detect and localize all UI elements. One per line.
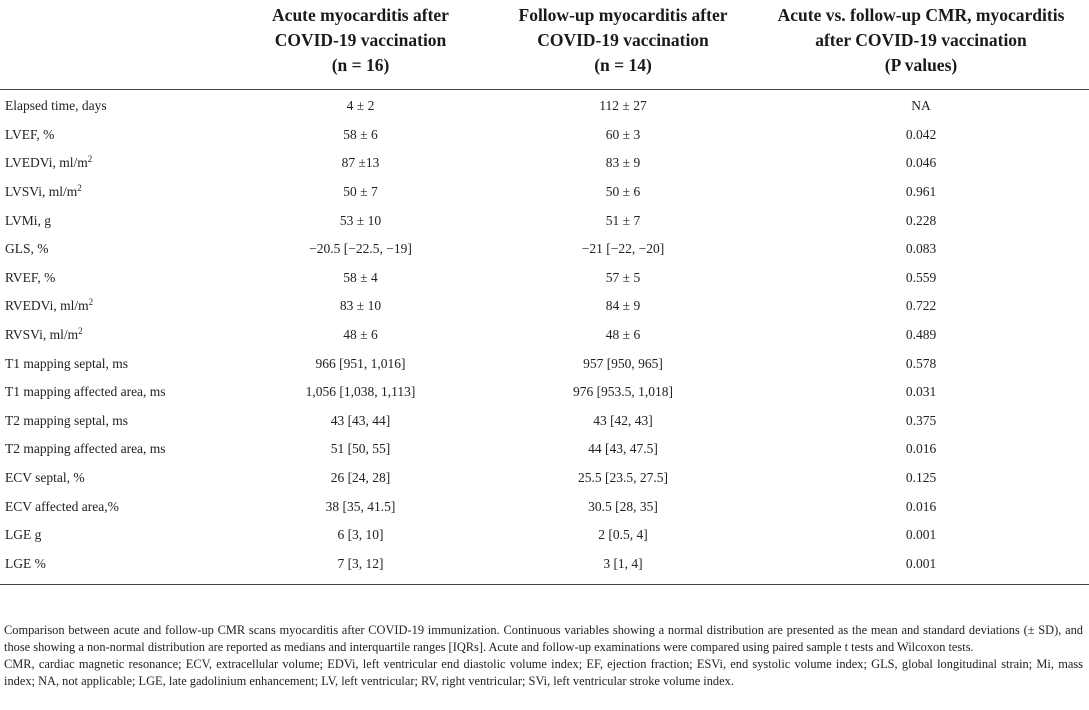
acute-value <box>228 264 493 293</box>
p-value-text: 0.722 <box>905 298 937 314</box>
p-value <box>753 378 1089 407</box>
table-row <box>0 550 1089 585</box>
followup-value-text: 60 ± 3 <box>605 126 641 142</box>
p-value-text: 0.016 <box>905 441 937 457</box>
row-label <box>0 407 228 436</box>
table-row <box>0 149 1089 178</box>
row-label <box>0 178 228 207</box>
p-value <box>753 492 1089 521</box>
p-value <box>753 90 1089 121</box>
p-value-text: 0.559 <box>905 269 937 285</box>
row-label-text: T2 mapping affected area, ms <box>5 441 166 457</box>
table-row <box>0 464 1089 493</box>
row-label <box>0 378 228 407</box>
followup-value-text: 2 [0.5, 4] <box>598 527 648 543</box>
followup-value <box>493 235 753 264</box>
acute-value <box>228 435 493 464</box>
p-value <box>753 206 1089 235</box>
followup-value <box>493 121 753 150</box>
row-label <box>0 149 228 178</box>
followup-value <box>493 464 753 493</box>
followup-value-text: 51 ± 7 <box>605 212 641 228</box>
row-label <box>0 349 228 378</box>
row-label <box>0 264 228 293</box>
row-label-text: LGE % <box>5 555 46 571</box>
followup-value-text: 84 ± 9 <box>605 298 641 314</box>
acute-value-text: 58 ± 4 <box>343 269 378 285</box>
row-label <box>0 321 228 350</box>
acute-value <box>228 349 493 378</box>
p-value <box>753 121 1089 150</box>
p-value-text: 0.489 <box>905 327 937 343</box>
followup-value <box>493 292 753 321</box>
unit-superscript: 2 <box>78 326 83 337</box>
row-label-text: T1 mapping septal, ms <box>5 355 128 371</box>
row-label-text: LGE g <box>5 527 42 543</box>
p-value <box>753 149 1089 178</box>
p-value-text: 0.961 <box>905 184 937 200</box>
followup-value-text: 3 [1, 4] <box>603 555 643 571</box>
followup-value <box>493 492 753 521</box>
table-row <box>0 321 1089 350</box>
p-value-text: NA <box>911 98 931 114</box>
followup-value <box>493 178 753 207</box>
footnote-abbreviations: CMR, cardiac magnetic resonance; ECV, extracellular volume; EDVi, left ventricular end diastolic volume index; EF, ejection fraction; ESVi, end systolic volume index; GLS, global longitudinal strain; Mi, mass index; NA, not applicable; LGE, late gadolinium enhancement; LV, left ventricular; RV, right ventricular; SVi, left ventricular stroke volume index. <box>4 657 1083 688</box>
p-value <box>753 349 1089 378</box>
table-row <box>0 492 1089 521</box>
header-acute <box>228 0 493 90</box>
followup-value-text: 83 ± 9 <box>605 155 641 171</box>
acute-value <box>228 378 493 407</box>
p-value <box>753 235 1089 264</box>
p-value <box>753 292 1089 321</box>
unit-superscript: 2 <box>77 183 82 194</box>
row-label <box>0 206 228 235</box>
table-row <box>0 521 1089 550</box>
row-label-text: RVSVi, ml/m <box>5 327 79 343</box>
header-pvalues-line2: after COVID-19 vaccination <box>815 30 1027 50</box>
followup-value-text: 44 [43, 47.5] <box>588 441 658 457</box>
acute-value-text: 26 [24, 28] <box>330 470 391 486</box>
header-acute-line2: COVID-19 vaccination <box>274 30 447 50</box>
followup-value-text: −21 [−22, −20] <box>581 241 665 257</box>
acute-value <box>228 121 493 150</box>
acute-value <box>228 149 493 178</box>
table-row <box>0 378 1089 407</box>
followup-value-text: 43 [42, 43] <box>593 412 653 428</box>
row-label-text: T1 mapping affected area, ms <box>5 384 166 400</box>
table-row <box>0 407 1089 436</box>
p-value-text: 0.001 <box>905 555 937 571</box>
p-value-text: 0.083 <box>905 241 937 257</box>
followup-value-text: 48 ± 6 <box>605 327 641 343</box>
header-followup-line3: (n = 14) <box>594 55 652 75</box>
row-label-text: LVMi, g <box>5 212 52 228</box>
acute-value <box>228 178 493 207</box>
table-row <box>0 178 1089 207</box>
row-label-text: GLS, % <box>5 241 49 257</box>
acute-value-text: 1,056 [1,038, 1,113] <box>305 384 416 400</box>
followup-value-text: 976 [953.5, 1,018] <box>572 384 674 400</box>
p-value-text: 0.228 <box>905 212 937 228</box>
p-value-text: 0.016 <box>905 498 937 514</box>
row-label-text: Elapsed time, days <box>5 98 107 114</box>
acute-value <box>228 292 493 321</box>
table-row <box>0 206 1089 235</box>
row-label-text: LVEF, % <box>5 126 55 142</box>
followup-value-text: 50 ± 6 <box>605 184 641 200</box>
header-pvalues <box>753 0 1089 90</box>
row-label <box>0 90 228 121</box>
acute-value-text: 51 [50, 55] <box>330 441 391 457</box>
table-row <box>0 264 1089 293</box>
p-value-text: 0.578 <box>905 355 937 371</box>
acute-value-text: 7 [3, 12] <box>337 555 384 571</box>
followup-value-text: 112 ± 27 <box>599 98 647 114</box>
followup-value <box>493 378 753 407</box>
followup-value <box>493 435 753 464</box>
table-row <box>0 235 1089 264</box>
row-label <box>0 492 228 521</box>
followup-value-text: 25.5 [23.5, 27.5] <box>578 470 668 486</box>
acute-value <box>228 321 493 350</box>
p-value <box>753 264 1089 293</box>
p-value-text: 0.001 <box>905 527 937 543</box>
p-value <box>753 550 1089 585</box>
header-pvalues-line3: (P values) <box>884 55 958 75</box>
acute-value-text: −20.5 [−22.5, −19] <box>309 241 412 257</box>
table-row <box>0 292 1089 321</box>
followup-value-text: 957 [950, 965] <box>583 355 663 371</box>
table-row <box>0 435 1089 464</box>
footnote-methods: Comparison between acute and follow-up CMR scans myocarditis after COVID-19 immunization. Continuous variables showing a normal distribution are presented as the mean and standard deviations (± SD), and those showing a non-normal distribution are reported as medians and interquartile ranges [IQRs]. Acute and follow-up examinations were compared using paired sample t tests and Wilcoxon tests. <box>4 623 1083 654</box>
row-label <box>0 521 228 550</box>
table-row <box>0 90 1089 121</box>
p-value-text: 0.042 <box>905 126 937 142</box>
header-followup <box>493 0 753 90</box>
row-label-text: LVEDVi, ml/m <box>5 155 88 171</box>
followup-value-text: 57 ± 5 <box>605 269 641 285</box>
followup-value <box>493 149 753 178</box>
p-value <box>753 464 1089 493</box>
acute-value-text: 50 ± 7 <box>343 184 378 200</box>
table-header <box>0 0 1089 90</box>
followup-value <box>493 349 753 378</box>
acute-value-text: 48 ± 6 <box>343 327 378 343</box>
followup-value <box>493 550 753 585</box>
row-label-text: ECV septal, % <box>5 470 85 486</box>
row-label-text: RVEF, % <box>5 269 56 285</box>
table-footnotes <box>4 622 1083 690</box>
p-value <box>753 407 1089 436</box>
header-empty-cell <box>0 0 228 90</box>
acute-value-text: 83 ± 10 <box>339 298 382 314</box>
p-value <box>753 435 1089 464</box>
acute-value <box>228 492 493 521</box>
row-label-text: RVEDVi, ml/m <box>5 298 89 314</box>
header-followup-line1: Follow-up myocarditis after <box>518 5 728 25</box>
row-label <box>0 121 228 150</box>
followup-value <box>493 206 753 235</box>
acute-value <box>228 550 493 585</box>
acute-value <box>228 235 493 264</box>
followup-value <box>493 407 753 436</box>
acute-value-text: 58 ± 6 <box>343 126 378 142</box>
acute-value <box>228 407 493 436</box>
header-followup-line2: COVID-19 vaccination <box>537 30 709 50</box>
acute-value <box>228 464 493 493</box>
row-label-text: ECV affected area,% <box>5 498 119 514</box>
row-label <box>0 235 228 264</box>
header-pvalues-line1: Acute vs. follow-up CMR, myocarditis <box>777 5 1065 25</box>
row-label <box>0 464 228 493</box>
acute-value-text: 53 ± 10 <box>339 212 382 228</box>
p-value-text: 0.046 <box>905 155 937 171</box>
acute-value <box>228 90 493 121</box>
row-label-text: LVSVi, ml/m <box>5 184 78 200</box>
acute-value-text: 38 [35, 41.5] <box>325 498 396 514</box>
acute-value-text: 4 ± 2 <box>346 98 375 114</box>
acute-value <box>228 206 493 235</box>
followup-value-text: 30.5 [28, 35] <box>588 498 658 514</box>
p-value <box>753 321 1089 350</box>
table-body <box>0 90 1089 585</box>
acute-value-text: 43 [43, 44] <box>330 412 391 428</box>
unit-superscript: 2 <box>87 154 93 165</box>
p-value <box>753 178 1089 207</box>
p-value-text: 0.031 <box>905 384 937 400</box>
unit-superscript: 2 <box>88 297 94 308</box>
table-row <box>0 121 1089 150</box>
acute-value-text: 87 ±13 <box>341 155 380 171</box>
followup-value <box>493 521 753 550</box>
acute-value <box>228 521 493 550</box>
followup-value <box>493 90 753 121</box>
followup-value <box>493 321 753 350</box>
row-label <box>0 292 228 321</box>
header-acute-line1: Acute myocarditis after <box>272 5 449 25</box>
acute-value-text: 6 [3, 10] <box>337 527 384 543</box>
header-acute-line3: (n = 16) <box>331 55 390 75</box>
p-value <box>753 521 1089 550</box>
row-label <box>0 435 228 464</box>
acute-value-text: 966 [951, 1,016] <box>315 355 406 371</box>
row-label <box>0 550 228 585</box>
table-row <box>0 349 1089 378</box>
p-value-text: 0.375 <box>905 412 937 428</box>
row-label-text: T2 mapping septal, ms <box>5 412 128 428</box>
followup-value <box>493 264 753 293</box>
p-value-text: 0.125 <box>905 470 937 486</box>
